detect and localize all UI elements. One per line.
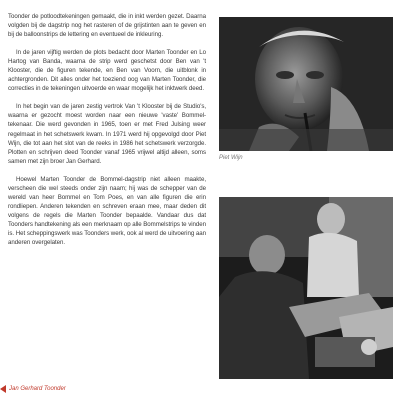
paragraph-3: In het begin van de jaren zestig vertrok Van 't Klooster bij de Studio's, waarna er gezocht moest worden naar een nieuwe 'vaste' Bommel-tekenaar. Die werd gevonden in 1965, toen er met Fred Julsing weer regelmaat in het schetswerk kwam. In 1971 werd hij opgevolgd door Piet Wijn, die tot aan het slot van de reeks in 1986 het schetswerk verzorgde. Plotten en schrijven deed Toonder vanaf 1965 vrijwel altijd alleen, soms samen met zijn broer Jan Gerhard. [8, 103, 206, 165]
body-text-column [8, 12, 206, 256]
studio-photo [219, 197, 393, 379]
footer-marker-icon [0, 385, 6, 393]
photo-caption: Piet Wijn [219, 155, 243, 161]
page-footer [0, 384, 66, 394]
portrait-photo-piet-wijn [219, 17, 393, 151]
paragraph-1: Toonder de potloodtekeningen gemaakt, die in inkt werden gezet. Daarna volgden bij de dagstrip nog het rasteren of de grijstinten aan te geven en bij de balloonstrips de lettering en eventueel de inkleuring. [8, 13, 206, 39]
footer-chapter-label: Jan Gerhard Toonder [9, 386, 66, 392]
paragraph-4: Hoewel Marten Toonder de Bommel-dagstrip niet alleen maakte, verscheen die wel steeds onder zijn naam; hij was de schepper van de wereld van heer Bommel en Tom Poes, en van alle figuren die erin rondliepen. Anderen tekenden en schreven eraan mee, maar deden dit volgens de regels die Marten Toonder bepaalde. Vandaar dus dat Toonders handtekening als een merknaam op alle Bommelstrips te vinden is. Het scheppingswerk was Toonders werk, ook al werd de uitvoering aan anderen overgelaten. [8, 175, 206, 247]
paragraph-2: In de jaren vijftig werden de plots bedacht door Marten Toonder en Lo Hartog van Banda, waarna de strip werd geschetst door Ben van 't Klooster, die de figuren tekende, en Ben van Voorn, die uitblonk in achtergronden. Dit alles onder het toeziend oog van Marten Toonder, die correcties in de tekeningen uitvoerde en waar mogelijk het inktwerk deed. [8, 49, 206, 93]
